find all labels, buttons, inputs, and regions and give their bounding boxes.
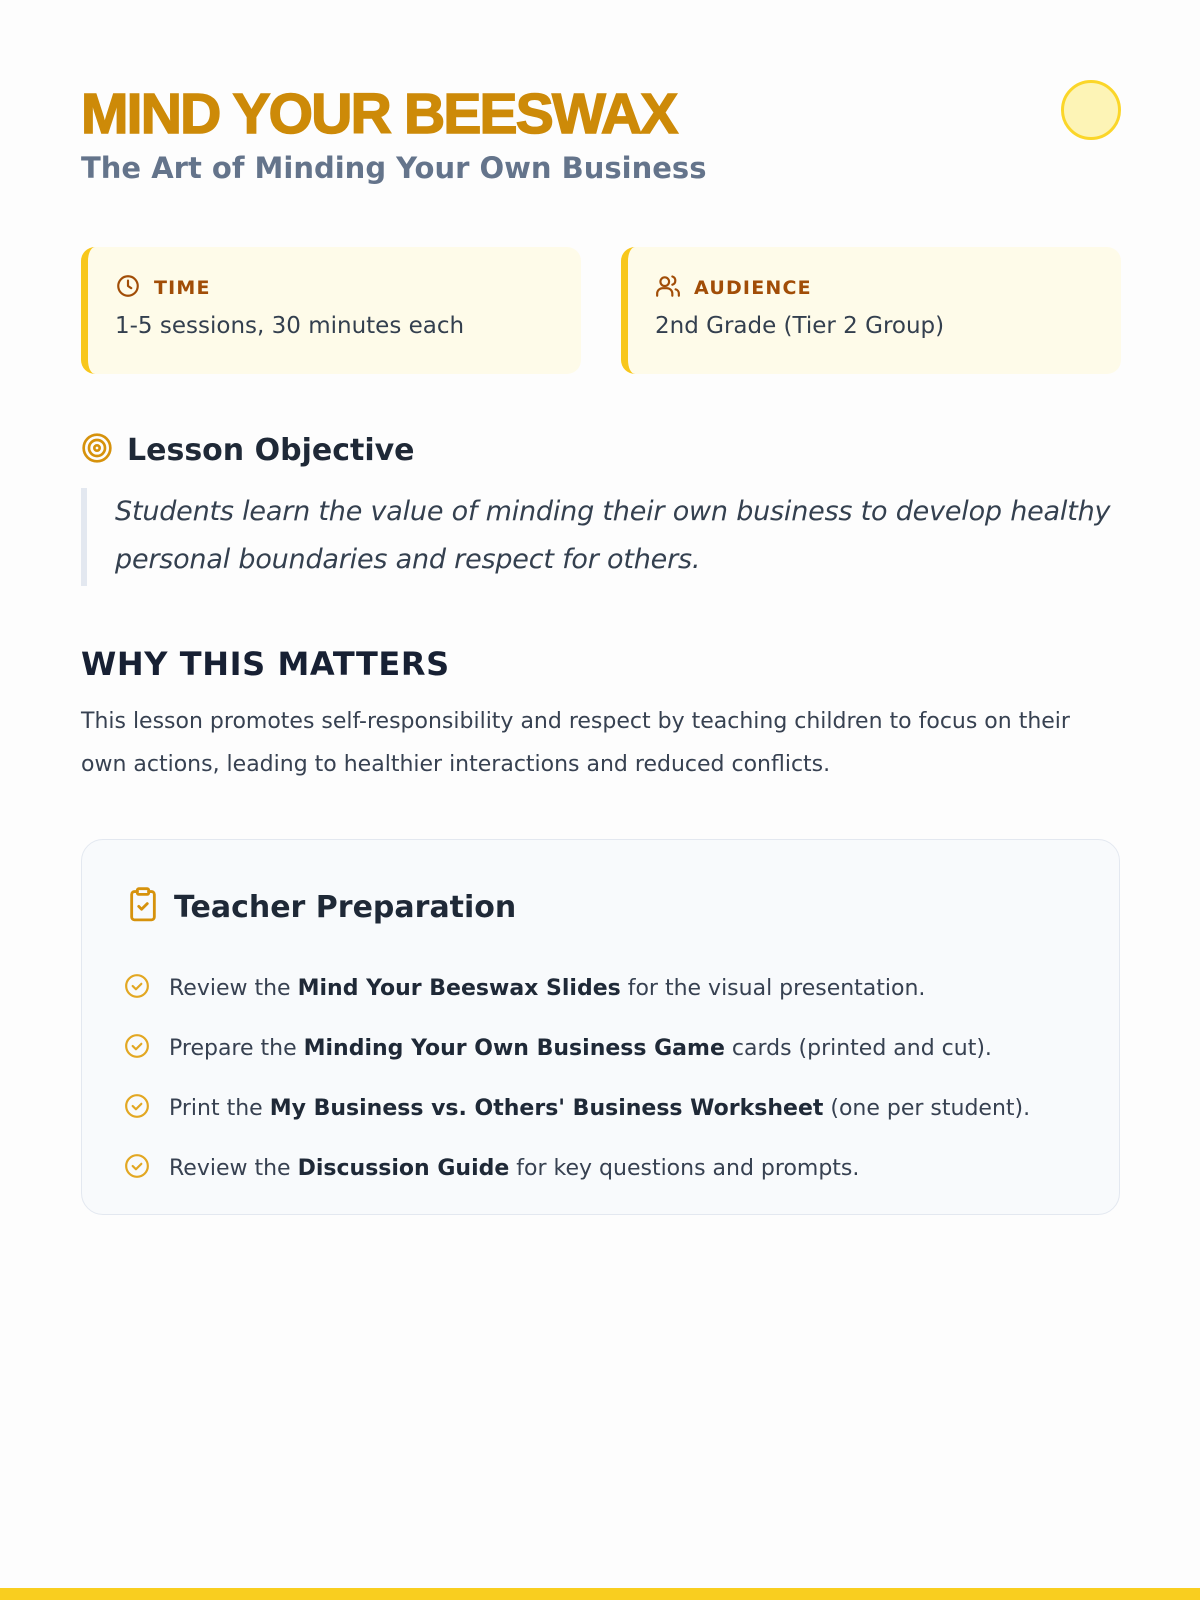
page-subtitle: The Art of Minding Your Own Business xyxy=(81,151,707,185)
sun-decoration-icon xyxy=(1061,80,1121,140)
check-circle-icon xyxy=(124,1033,150,1063)
objective-quote xyxy=(81,488,1120,586)
prep-heading xyxy=(126,886,516,928)
item-text: cards (printed and cut). xyxy=(724,1035,992,1061)
check-circle-icon xyxy=(124,973,150,1003)
item-text: (one per student). xyxy=(823,1095,1031,1121)
item-text: Review the xyxy=(169,975,298,1001)
lesson-page xyxy=(81,0,1120,1181)
target-icon xyxy=(81,432,113,468)
prep-list xyxy=(124,958,1030,1198)
item-text: for key questions and prompts. xyxy=(509,1155,860,1181)
item-bold-text: Discussion Guide xyxy=(297,1155,510,1181)
item-text: Print the xyxy=(169,1095,270,1121)
check-circle-icon xyxy=(124,1153,150,1183)
why-title: WHY THIS MATTERS xyxy=(81,645,450,683)
page-title: MIND YOUR BEESWAX xyxy=(81,82,677,146)
info-cards xyxy=(81,247,1120,374)
item-text: Prepare the xyxy=(169,1035,304,1061)
check-circle-icon xyxy=(124,1093,150,1123)
audience-label: AUDIENCE xyxy=(694,277,812,299)
bottom-accent-bar xyxy=(0,1588,1200,1600)
time-label: TIME xyxy=(154,277,211,299)
clipboard-check-icon xyxy=(126,886,160,928)
clock-icon xyxy=(115,273,141,303)
list-item xyxy=(124,958,1030,1018)
list-item xyxy=(124,1078,1030,1138)
item-bold-text: Minding Your Own Business Game xyxy=(303,1035,725,1061)
list-item xyxy=(124,1138,1030,1198)
list-item xyxy=(124,1018,1030,1078)
prep-title: Teacher Preparation xyxy=(174,889,517,925)
audience-card xyxy=(621,247,1121,374)
time-value: 1-5 sessions, 30 minutes each xyxy=(115,313,465,339)
audience-value: 2nd Grade (Tier 2 Group) xyxy=(655,313,945,339)
objective-title: Lesson Objective xyxy=(127,432,415,468)
objective-heading xyxy=(81,432,415,468)
why-text: This lesson promotes self-responsibility and respect by teaching children to focus on their own actions, leading to healthier interactions and reduced conflicts. xyxy=(81,709,1070,777)
item-text: for the visual presentation. xyxy=(620,975,926,1001)
item-bold-text: Mind Your Beeswax Slides xyxy=(297,975,621,1001)
item-bold-text: My Business vs. Others' Business Worksheet xyxy=(269,1095,824,1121)
header xyxy=(81,0,1120,200)
objective-text: Students learn the value of minding their own business to develop healthy personal boundaries and respect for others. xyxy=(115,496,1111,575)
time-card xyxy=(81,247,581,374)
item-text: Review the xyxy=(169,1155,298,1181)
users-icon xyxy=(655,273,681,303)
teacher-preparation-card xyxy=(81,839,1120,1215)
